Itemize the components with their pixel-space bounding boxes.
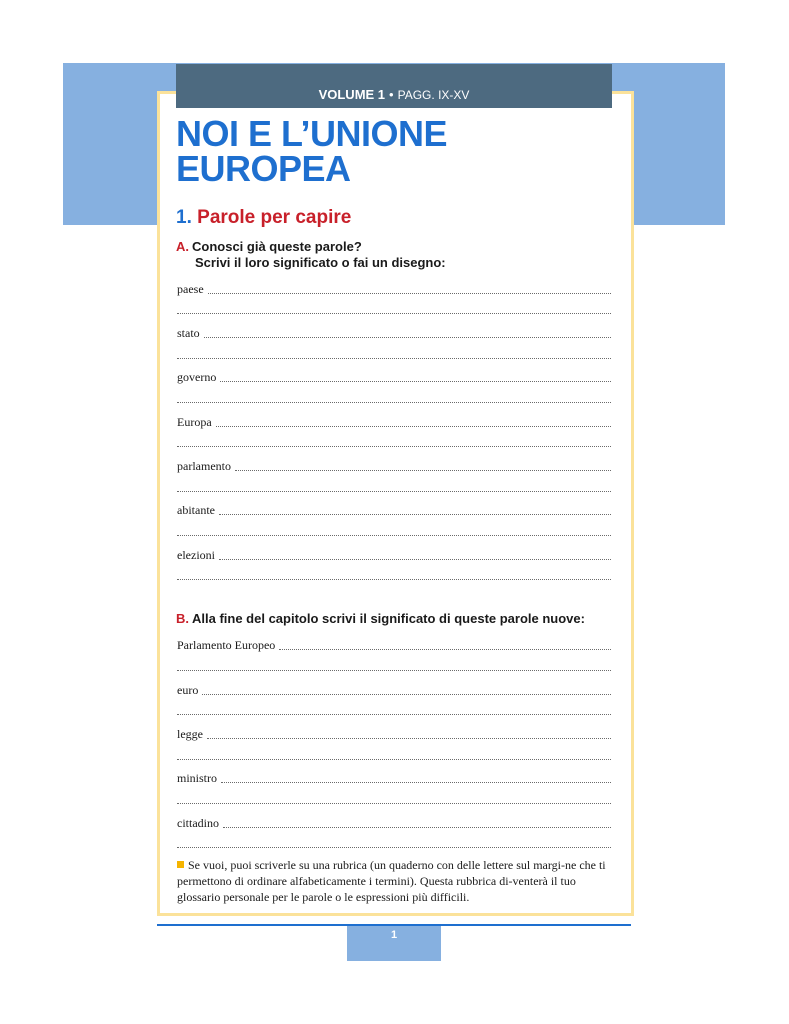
answer-line-extra[interactable] <box>177 803 611 804</box>
answer-line[interactable] <box>208 293 611 294</box>
word-label: Europa <box>177 415 212 429</box>
word-field-parlamento[interactable] <box>177 458 611 472</box>
answer-line-extra[interactable] <box>177 313 611 314</box>
word-field-euro[interactable] <box>177 682 611 696</box>
answer-line-extra[interactable] <box>177 847 611 848</box>
part-a-instruction <box>176 239 616 271</box>
note-text: Se vuoi, puoi scriverle su una rubrica (un quaderno con delle lettere sul margi-ne che ti permettono di ordinare alfabeticamente i termini). Questa rubbrica di-venterà il tuo glossario personale per le parole o le espressioni più difficili. <box>177 858 606 904</box>
section-title-text: Parole per capire <box>197 207 352 228</box>
answer-line[interactable] <box>235 470 611 471</box>
answer-line[interactable] <box>204 337 611 338</box>
section-number: 1. <box>176 207 192 228</box>
word-label: Parlamento Europeo <box>177 638 276 652</box>
word-field-abitante[interactable] <box>177 502 611 516</box>
word-field-ministro[interactable] <box>177 770 611 784</box>
answer-line-extra[interactable] <box>177 579 611 580</box>
page-number: 1 <box>390 929 398 941</box>
title-line-1: NOI E L’UNIONE <box>176 113 448 154</box>
glossary-note <box>177 857 607 905</box>
part-a-line-1: Conosci già queste parole? <box>192 239 362 254</box>
word-label: legge <box>177 727 203 741</box>
answer-line[interactable] <box>219 559 611 560</box>
title-line-2: EUROPEA <box>176 148 351 189</box>
section-heading <box>176 207 351 229</box>
part-a-line-2: Scrivi il loro significato o fai un disegno: <box>195 255 446 270</box>
part-b-letter: B. <box>176 611 189 626</box>
word-field-europa[interactable] <box>177 414 611 428</box>
answer-line[interactable] <box>221 782 611 783</box>
answer-line[interactable] <box>216 426 611 427</box>
answer-line-extra[interactable] <box>177 402 611 403</box>
word-label: ministro <box>177 771 218 785</box>
answer-line[interactable] <box>207 738 611 739</box>
word-field-stato[interactable] <box>177 325 611 339</box>
pages-label: PAGG. IX-XV <box>397 88 470 102</box>
answer-line[interactable] <box>202 694 611 695</box>
part-b-instruction <box>176 611 616 627</box>
word-label: cittadino <box>177 816 219 830</box>
page-number-box <box>347 926 441 961</box>
word-field-paese[interactable] <box>177 281 611 295</box>
word-label: euro <box>177 683 199 697</box>
word-label: governo <box>177 370 217 384</box>
answer-line[interactable] <box>220 381 611 382</box>
word-field-elezioni[interactable] <box>177 547 611 561</box>
word-field-governo[interactable] <box>177 369 611 383</box>
word-field-cittadino[interactable] <box>177 815 611 829</box>
word-label: elezioni <box>177 548 215 562</box>
answer-line-extra[interactable] <box>177 714 611 715</box>
word-label: abitante <box>177 503 215 517</box>
volume-header <box>176 64 612 108</box>
word-field-legge[interactable] <box>177 726 611 740</box>
answer-line-extra[interactable] <box>177 759 611 760</box>
header-bullet: • <box>389 87 394 102</box>
answer-line-extra[interactable] <box>177 358 611 359</box>
answer-line[interactable] <box>279 649 611 650</box>
word-label: stato <box>177 326 200 340</box>
word-field-parlamento-europeo[interactable] <box>177 637 611 651</box>
answer-line[interactable] <box>219 514 611 515</box>
answer-line-extra[interactable] <box>177 535 611 536</box>
part-a-letter: A. <box>176 239 189 254</box>
volume-label: VOLUME 1 <box>318 87 386 102</box>
word-label: parlamento <box>177 459 231 473</box>
word-label: paese <box>177 282 204 296</box>
page-title <box>176 113 616 189</box>
answer-line[interactable] <box>223 827 611 828</box>
answer-line-extra[interactable] <box>177 491 611 492</box>
part-b-line-1: Alla fine del capitolo scrivi il significato di queste parole nuove: <box>192 611 585 626</box>
answer-line-extra[interactable] <box>177 446 611 447</box>
note-bullet-icon <box>177 861 184 868</box>
answer-line-extra[interactable] <box>177 670 611 671</box>
